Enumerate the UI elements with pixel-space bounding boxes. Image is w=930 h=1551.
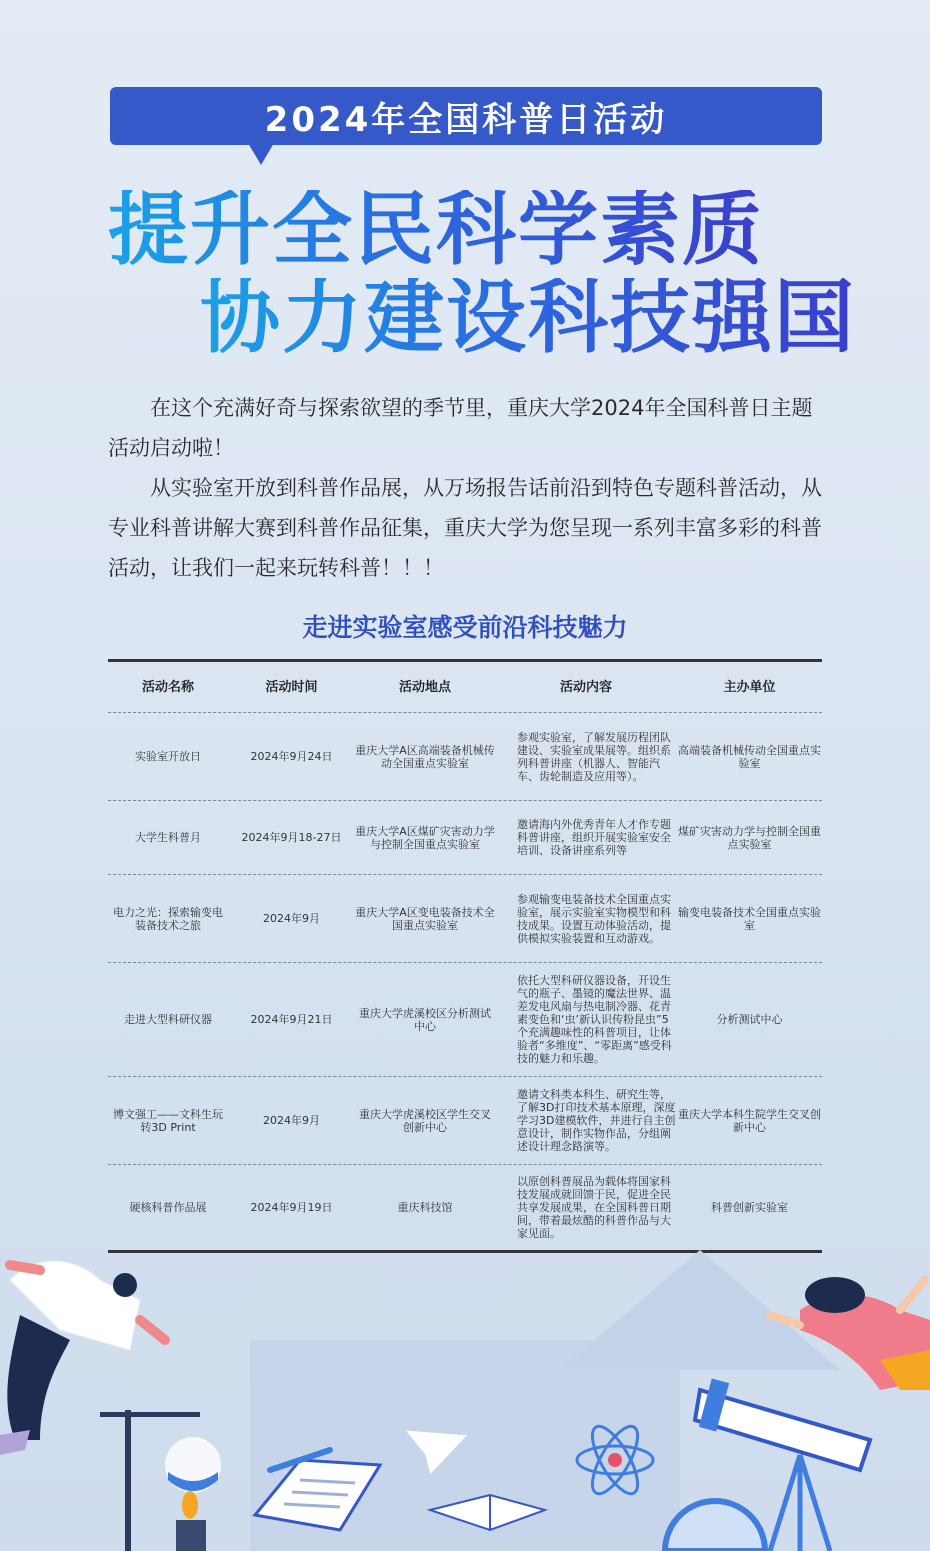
row-name: 实验室开放日 [135,750,201,763]
row-content: 以原创科普展品为载体将国家科技发展成就回馈于民，促进全民共享发展成果，在全国科普日期间，带着最炫酷的科普作品与大家见面。 [517,1175,671,1240]
row-host: 重庆大学本科生院学生交叉创新中心 [678,1107,821,1134]
row-name: 电力之光：探索输变电装备技术之旅 [113,905,223,932]
background-roof [560,1250,840,1370]
banner-title: 2024年全国科普日活动 [264,99,668,140]
headline-line-2: 协力建设科技强国 [200,271,856,364]
header-name: 活动名称 [141,679,194,695]
table-header-row [108,662,822,713]
row-host: 煤矿灾害动力学与控制全国重点实验室 [678,824,821,851]
science-illustration [0,1240,930,1551]
activity-table [108,659,822,1253]
row-time: 2024年9月24日 [250,750,333,763]
table-row [108,963,822,1077]
row-time: 2024年9月19日 [250,1201,333,1214]
row-host: 科普创新实验室 [711,1201,788,1214]
row-name: 大学生科普月 [135,831,201,844]
row-time: 2024年9月18-27日 [241,831,342,844]
jumping-person-icon [0,1261,165,1455]
row-place: 重庆大学虎溪校区分析测试中心 [359,1006,491,1033]
row-place: 重庆大学A区变电装备技术全国重点实验室 [355,905,495,932]
row-content: 参观输变电装备技术全国重点实验室，展示实验室实物模型和科技成果。设置互动体验活动，提供模拟实验装置和互动游戏。 [517,892,671,945]
row-content: 依托大型科研仪器设备，开设生气的瓶子、墨镜的魔法世界、温差发电风扇与热电制冷器、花青素变色和‘虫’新认识传粉昆虫”5个充满趣味性的科普项目，让体验者“多维度”、“零距离”感受科技的魅力和乐趣。 [517,974,672,1065]
row-host: 高端装备机械传动全国重点实验室 [678,743,821,770]
row-content: 邀请文科类本科生、研究生等，了解3D打印技术基本原理，深度学习3D建模软件，并进行自主创意设计，制作实物作品，分组阐述设计理念路演等。 [517,1088,676,1153]
banner-pointer [248,143,274,165]
row-time: 2024年9月 [263,912,320,925]
header-host: 主办单位 [723,679,776,695]
section-title: 走进实验室感受前沿科技魅力 [302,613,628,642]
row-place: 重庆大学A区煤矿灾害动力学与控制全国重点实验室 [355,824,495,851]
row-content: 邀请海内外优秀青年人才作专题科普讲座，组织开展实验室安全培训、设备讲座系列等 [517,818,671,857]
row-time: 2024年9月 [263,1114,320,1127]
table-row [108,875,822,963]
table-row [108,1077,822,1165]
row-place: 重庆科技馆 [397,1201,453,1214]
intro-text [108,388,824,588]
header-time: 活动时间 [265,679,318,695]
header-place: 活动地点 [398,679,451,695]
table-row [108,801,822,875]
row-host: 输变电装备技术全国重点实验室 [678,905,821,932]
table-row [108,713,822,801]
row-content: 参观实验室，了解发展历程团队建设、实验室成果展等。组织系列科普讲座（机器人、智能汽车、齿轮制造及应用等）。 [517,730,671,783]
headline-line-1: 提升全民科学素质 [108,183,764,276]
lab-flask-icon [100,1410,221,1551]
row-place: 重庆大学A区高端装备机械传动全国重点实验室 [355,743,495,770]
row-place: 重庆大学虎溪校区学生交叉创新中心 [359,1107,491,1134]
top-banner [110,87,822,145]
row-name: 走进大型科研仪器 [124,1013,212,1026]
intro-paragraph-1: 在这个充满好奇与探索欲望的季节里，重庆大学2024年全国科普日主题活动启动啦！ [108,396,813,460]
header-content: 活动内容 [559,679,612,695]
table-row [108,1165,822,1250]
row-name: 博文强工——文科生玩转3D Print [113,1107,223,1134]
row-time: 2024年9月21日 [250,1013,333,1026]
intro-paragraph-2: 从实验室开放到科普作品展，从万场报告话前沿到特色专题科普活动，从专业科普讲解大赛到科普作品征集，重庆大学为您呈现一系列丰富多彩的科普活动，让我们一起来玩转科普！！！ [108,476,822,580]
row-name: 硬核科普作品展 [129,1201,207,1214]
row-host: 分析测试中心 [716,1013,783,1026]
